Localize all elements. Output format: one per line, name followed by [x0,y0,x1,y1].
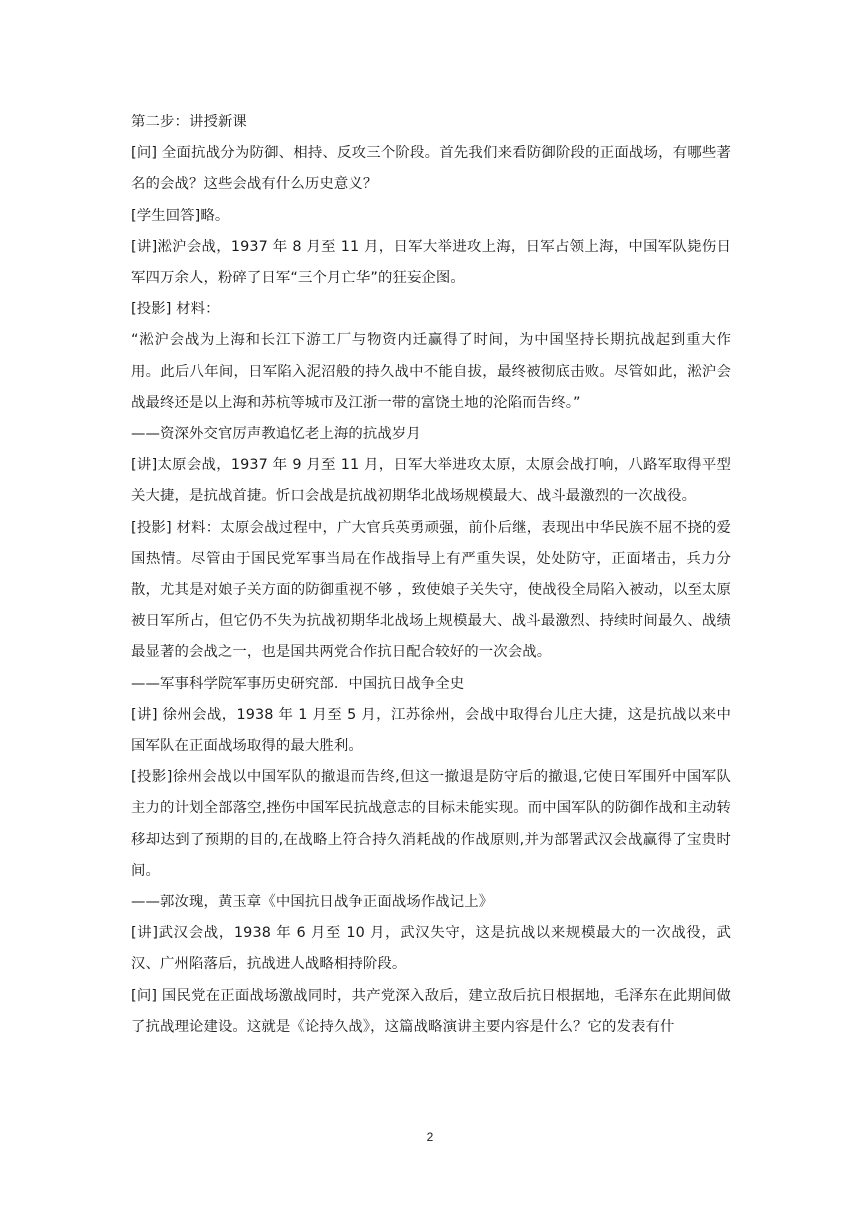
question-paragraph: [问] 全面抗战分为防御、相持、反攻三个阶段。首先我们来看防御阶段的正面战场，有哪些著名的会战？这些会战有什么历史意义？ [131,145,731,193]
question-protracted-war: [问] 国民党在正面战场激战同时，共产党深入敌后，建立敌后抗日根据地，毛泽东在此期间做了抗战理论建设。这就是《论持久战》，这篇战略演讲主要内容是什么？它的发表有什 [131,987,731,1035]
songhu-quote-source: ——资深外交官厉声教追忆老上海的抗战岁月 [131,426,421,443]
xuzhou-material-source: ——郭汝瑰，黄玉章《中国抗日战争正面战场作战记上》 [131,894,494,911]
lecture-songhu-paragraph: [讲]淞沪会战，1937 年 8 月至 11 月，日军大举进攻上海，日军占领上海，中国军队毙伤日军四万余人，粉碎了日军“三个月亡华”的狂妄企图。 [131,238,731,287]
step-heading: 第二步：讲授新课 [131,114,247,130]
student-answer-paragraph: [学生回答]略。 [131,207,230,224]
songhu-quote: “淞沪会战为上海和长江下游工厂与物资内迁赢得了时间，为中国坚持长期抗战起到重大作用。此后八年间，日军陷入泥沼般的持久战中不能自拔，最终被彻底击败。尽管如此，淞沪会战最终还是以上海和苏杭等城市及江浙一带的富饶土地的沦陷而告终。” [131,332,731,411]
page-number: 2 [426,1130,434,1144]
taiyuan-material-source: ——军事科学院军事历史研究部．中国抗日战争全史 [131,675,465,692]
lecture-xuzhou-paragraph: [讲] 徐州会战，1938 年 1 月至 5 月，江苏徐州，会战中取得台儿庄大捷，这是抗战以来中国军队在正面战场取得的最大胜利。 [131,706,731,755]
document-body [131,107,731,1043]
xuzhou-material: [投影]徐州会战以中国军队的撤退而告终,但这一撤退是防守后的撤退,它使日军围歼中国军队主力的计划全部落空,挫伤中国军民抗战意志的目标未能实现。而中国军队的防御作战和主动转移却达到了预期的目的,在战略上符合持久消耗战的作战原则,并为部署武汉会战赢得了宝贵时间。 [131,769,731,879]
taiyuan-material: [投影] 材料：太原会战过程中，广大官兵英勇顽强，前仆后继，表现出中华民族不屈不挠的爱国热情。尽管由于国民党军事当局在作战指导上有严重失误，处处防守，正面堵击，兵力分散，尤其是对娘子关方面的防御重视不够 ，致使娘子关失守，使战役全局陷入被动，以至太原被日军所占，但它仍不失为抗战初期华北战场上规模最大、战斗最激烈、持续时间最久、战绩最显著的会战之一，也是国共两党合作抗日配合较好的一次会战。 [131,519,731,661]
lecture-taiyuan-paragraph: [讲]太原会战，1937 年 9 月至 11 月，日军大举进攻太原，太原会战打响，八路军取得平型关大捷，是抗战首捷。忻口会战是抗战初期华北战场规模最大、战斗最激烈的一次战役。 [131,457,731,505]
projection-label: [投影] 材料： [131,301,220,318]
lecture-wuhan-paragraph: [讲]武汉会战，1938 年 6 月至 10 月，武汉失守，这是抗战以来规模最大的一次战役，武汉、广州陷落后，抗战进人战略相持阶段。 [131,925,731,973]
